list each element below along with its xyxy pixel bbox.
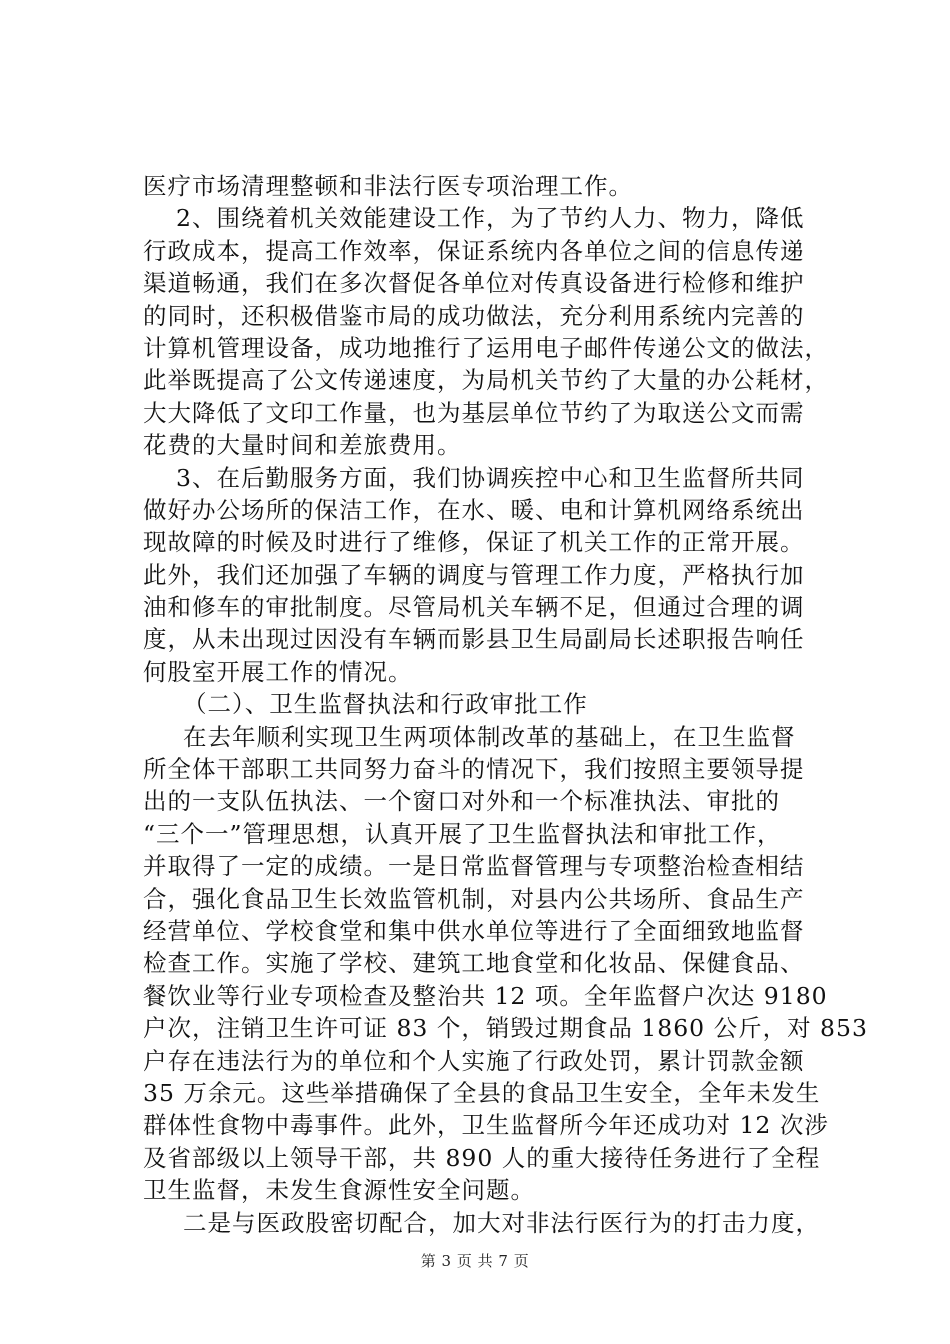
text-line: 大大降低了文印工作量，也为基层单位节约了为取送公文而需 <box>143 398 805 427</box>
text-line: 及省部级以上领导干部，共 890 人的重大接待任务进行了全程 <box>143 1143 821 1172</box>
text-line: “三个一”管理思想，认真开展了卫生监督执法和审批工作， <box>143 819 782 848</box>
paragraph-start-line: 二是与医政股密切配合，加大对非法行医行为的打击力度， <box>183 1208 820 1237</box>
document-body <box>143 170 868 1239</box>
text-line: 做好办公场所的保洁工作，在水、暖、电和计算机网络系统出 <box>143 495 805 524</box>
paragraph-start-line: 在去年顺利实现卫生两项体制改革的基础上，在卫生监督 <box>183 722 796 751</box>
text-line: 所全体干部职工共同努力奋斗的情况下，我们按照主要领导提 <box>143 755 805 784</box>
text-line: 合，强化食品卫生长效监管机制，对县内公共场所、食品生产 <box>143 884 805 913</box>
text-line: 检查工作。实施了学校、建筑工地食堂和化妆品、保健食品、 <box>143 949 805 978</box>
page-number-footer: 第 3 页 共 7 页 <box>420 1252 530 1270</box>
text-line: 并取得了一定的成绩。一是日常监督管理与专项整治检查相结 <box>143 852 805 881</box>
text-line: 的同时，还积极借鉴市局的成功做法，充分利用系统内完善的 <box>143 301 805 330</box>
text-line: 此外，我们还加强了车辆的调度与管理工作力度，严格执行加 <box>143 560 805 589</box>
text-line: 计算机管理设备，成功地推行了运用电子邮件传递公文的做法， <box>143 333 829 362</box>
text-line: 渠道畅通，我们在多次督促各单位对传真设备进行检修和维护 <box>143 269 805 298</box>
paragraph-start-line: 3、在后勤服务方面，我们协调疾控中心和卫生监督所共同 <box>176 463 805 492</box>
text-line: 35 万余元。这些举措确保了全县的食品卫生安全，全年未发生 <box>143 1078 821 1107</box>
section-heading: （二）、卫生监督执法和行政审批工作 <box>183 690 588 719</box>
text-line: 花费的大量时间和差旅费用。 <box>143 431 462 460</box>
text-line: 油和修车的审批制度。尽管局机关车辆不足，但通过合理的调 <box>143 593 805 622</box>
text-line: 度，从未出现过因没有车辆而影县卫生局副局长述职报告响任 <box>143 625 805 654</box>
text-line: 经营单位、学校食堂和集中供水单位等进行了全面细致地监督 <box>143 916 805 945</box>
text-line: 何股室开展工作的情况。 <box>143 657 413 686</box>
text-line: 卫生监督，未发生食源性安全问题。 <box>143 1176 535 1205</box>
paragraph-start-line: 2、围绕着机关效能建设工作，为了节约人力、物力，降低 <box>176 204 805 233</box>
text-line: 户存在违法行为的单位和个人实施了行政处罚，累计罚款金额 <box>143 1046 805 1075</box>
text-line: 户次，注销卫生许可证 83 个，销毁过期食品 1860 公斤，对 853 <box>143 1014 868 1043</box>
text-line: 群体性食物中毒事件。此外，卫生监督所今年还成功对 12 次涉 <box>143 1111 829 1140</box>
text-line: 此举既提高了公文传递速度，为局机关节约了大量的办公耗材， <box>143 366 829 395</box>
text-line: 医疗市场清理整顿和非法行医专项治理工作。 <box>143 172 633 200</box>
text-line: 餐饮业等行业专项检查及整治共 12 项。全年监督户次达 9180 <box>143 981 828 1010</box>
text-line: 出的一支队伍执法、一个窗口对外和一个标准执法、审批的 <box>143 787 780 816</box>
text-line: 现故障的时候及时进行了维修，保证了机关工作的正常开展。 <box>143 528 805 557</box>
text-line: 行政成本，提高工作效率，保证系统内各单位之间的信息传递 <box>143 236 805 265</box>
